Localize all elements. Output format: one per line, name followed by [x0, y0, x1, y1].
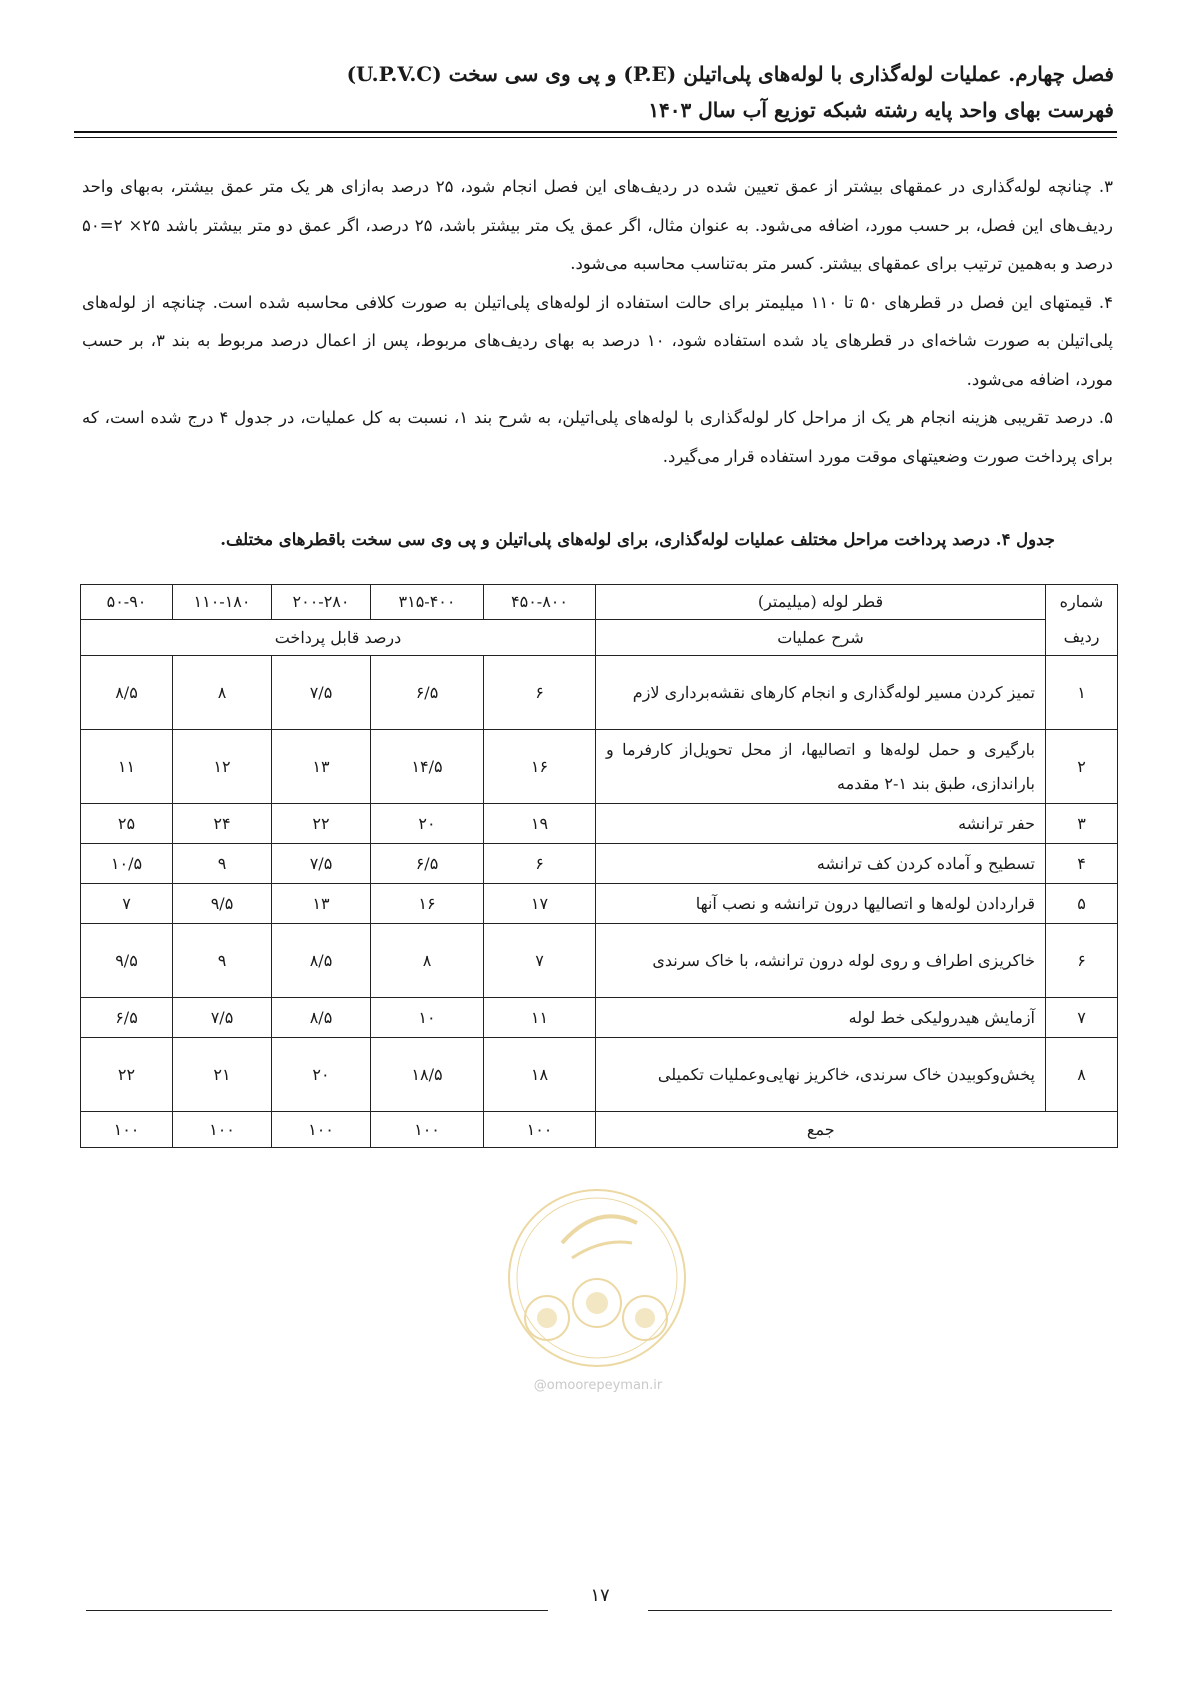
row-number-cell: ۳	[1046, 804, 1118, 844]
diameter-col-5: ۵۰-۹۰	[81, 585, 173, 620]
watermark-logo	[502, 1183, 692, 1383]
percent-cell: ۲۴	[173, 804, 272, 844]
footer-rule-left	[86, 1610, 548, 1611]
percent-cell: ۱۴/۵	[371, 730, 484, 804]
row-number-cell: ۶	[1046, 924, 1118, 998]
percent-cell: ۱۱	[484, 998, 596, 1038]
page-header	[77, 56, 1114, 128]
paragraph-3: ۳. چنانچه لوله‌گذاری در عمقهای بیشتر از عمق تعیین شده در ردیف‌های این فصل انجام شود، ۲۵ درصد به‌ازای هر یک متر عمق بیشتر، به‌بهای واحد ردیف‌های این فصل، بر حسب مورد، اضافه می‌شود. به عنوان مثال، اگر عمق یک متر بیشتر باشد، ۲۵ درصد، اگر عمق دو متر بیشتر باشد ۲۵× ۲=۵۰ درصد و به‌همین ترتیب برای عمقهای بیشتر. کسر متر به‌تناسب محاسبه می‌شود.	[82, 177, 1114, 273]
percent-cell: ۶/۵	[81, 998, 173, 1038]
diameter-col-1: ۴۵۰-۸۰۰	[484, 585, 596, 620]
percent-cell: ۷	[81, 884, 173, 924]
percent-cell: ۸/۵	[272, 924, 371, 998]
percent-cell: ۱۳	[272, 884, 371, 924]
paragraph-4: ۴. قیمتهای این فصل در قطرهای ۵۰ تا ۱۱۰ میلیمتر برای حالت استفاده از لوله‌های پلی‌اتیلن به صورت کلافی محاسبه شده است. چنانچه از لوله‌های پلی‌اتیلن به صورت شاخه‌ای در قطرهای یاد شده استفاده شود، ۱۰ درصد به بهای ردیف‌های مربوط، پس از اعمال درصد مربوط به بند ۳، بر حسب مورد، اضافه می‌شود.	[82, 292, 1114, 389]
total-cell: ۱۰۰	[272, 1112, 371, 1148]
percent-cell: ۷/۵	[272, 844, 371, 884]
operation-header: شرح عملیات	[596, 620, 1046, 656]
total-cell: ۱۰۰	[173, 1112, 272, 1148]
percent-cell: ۹/۵	[173, 884, 272, 924]
payment-percentage-table	[80, 584, 1118, 1148]
percent-cell: ۱۱	[81, 730, 173, 804]
body-text	[82, 168, 1113, 476]
page-number: ۱۷	[590, 1585, 610, 1606]
watermark-url: @omoorepeyman.ir	[533, 1378, 663, 1393]
percent-cell: ۷/۵	[173, 998, 272, 1038]
operation-description-cell: تمیز کردن مسیر لوله‌گذاری و انجام کارهای نقشه‌برداری لازم	[596, 656, 1046, 730]
total-label: جمع	[596, 1112, 1046, 1148]
percent-cell: ۲۱	[173, 1038, 272, 1112]
percent-cell: ۸/۵	[272, 998, 371, 1038]
table-row	[81, 884, 1118, 924]
total-cell: ۱۰۰	[484, 1112, 596, 1148]
operation-description-cell: بارگیری و حمل لوله‌ها و اتصالیها، از محل تحویل‌از کارفرما و باراندازی، طبق بند ۱-۲ مقدمه	[596, 730, 1046, 804]
row-number-cell: ۸	[1046, 1038, 1118, 1112]
table-row	[81, 656, 1118, 730]
percent-cell: ۶	[484, 844, 596, 884]
operation-description-cell: پخش‌وکوبیدن خاک سرندی، خاکریز نهایی‌وعملیات تکمیلی	[596, 1038, 1046, 1112]
percent-cell: ۱۶	[484, 730, 596, 804]
percent-cell: ۶/۵	[371, 844, 484, 884]
total-row-spacer	[1046, 1112, 1118, 1148]
percent-cell: ۲۲	[81, 1038, 173, 1112]
percent-cell: ۱۹	[484, 804, 596, 844]
percent-cell: ۶	[484, 656, 596, 730]
percent-cell: ۲۵	[81, 804, 173, 844]
payable-percent-header: درصد قابل پرداخت	[81, 620, 596, 656]
header-rule-thick	[74, 131, 1117, 133]
paragraph-5: ۵. درصد تقریبی هزینه انجام هر یک از مراحل کار لوله‌گذاری با لوله‌های پلی‌اتیلن، به شرح بند ۱، نسبت به کل عملیات، در جدول ۴ درج شده است، که برای پرداخت صورت وضعیتهای موقت مورد استفاده قرار می‌گیرد.	[82, 408, 1114, 466]
diameter-header: قطر لوله (میلیمتر)	[596, 585, 1046, 620]
row-number-header-2: ردیف	[1046, 620, 1118, 656]
percent-cell: ۱۶	[371, 884, 484, 924]
document-title: فهرست بهای واحد پایه رشته شبکه توزیع آب سال ۱۴۰۳	[648, 98, 1114, 122]
row-number-cell: ۷	[1046, 998, 1118, 1038]
percent-cell: ۱۸	[484, 1038, 596, 1112]
percent-cell: ۶/۵	[371, 656, 484, 730]
header-rule-thin	[74, 137, 1117, 138]
table-caption: جدول ۴. درصد پرداخت مراحل مختلف عملیات لوله‌گذاری، برای لوله‌های پلی‌اتیلن و پی وی سی سخت باقطرهای مختلف.	[220, 530, 1055, 549]
table-row	[81, 804, 1118, 844]
diameter-col-3: ۲۰۰-۲۸۰	[272, 585, 371, 620]
row-number-cell: ۴	[1046, 844, 1118, 884]
percent-cell: ۸	[371, 924, 484, 998]
footer-rule-right	[648, 1610, 1112, 1611]
percent-cell: ۲۲	[272, 804, 371, 844]
percent-cell: ۸/۵	[81, 656, 173, 730]
percent-cell: ۲۰	[371, 804, 484, 844]
table-header-row-2	[81, 620, 1118, 656]
row-number-cell: ۱	[1046, 656, 1118, 730]
operation-description-cell: خاکریزی اطراف و روی لوله درون ترانشه، با خاک سرندی	[596, 924, 1046, 998]
percent-cell: ۷	[484, 924, 596, 998]
operation-description-cell: تسطیح و آماده کردن کف ترانشه	[596, 844, 1046, 884]
table-row	[81, 1038, 1118, 1112]
operation-description-cell: آزمایش هیدرولیکی خط لوله	[596, 998, 1046, 1038]
percent-cell: ۲۰	[272, 1038, 371, 1112]
percent-cell: ۸	[173, 656, 272, 730]
diameter-col-2: ۳۱۵-۴۰۰	[371, 585, 484, 620]
table-header-row-1	[81, 585, 1118, 620]
total-cell: ۱۰۰	[371, 1112, 484, 1148]
percent-cell: ۹	[173, 844, 272, 884]
percent-cell: ۱۰	[371, 998, 484, 1038]
percent-cell: ۹	[173, 924, 272, 998]
table-row	[81, 844, 1118, 884]
chapter-title: فصل چهارم. عملیات لوله‌گذاری با لوله‌های پلی‌اتیلن (P.E) و پی وی سی سخت (U.P.V.C)	[346, 62, 1114, 86]
percent-cell: ۱۰/۵	[81, 844, 173, 884]
row-number-cell: ۵	[1046, 884, 1118, 924]
operation-description-cell: قراردادن لوله‌ها و اتصالیها درون ترانشه و نصب آنها	[596, 884, 1046, 924]
percent-cell: ۱۲	[173, 730, 272, 804]
table-row	[81, 924, 1118, 998]
diameter-col-4: ۱۱۰-۱۸۰	[173, 585, 272, 620]
table-row	[81, 998, 1118, 1038]
row-number-header: شماره	[1046, 585, 1118, 620]
operation-description-cell: حفر ترانشه	[596, 804, 1046, 844]
percent-cell: ۱۷	[484, 884, 596, 924]
percent-cell: ۱۳	[272, 730, 371, 804]
total-cell: ۱۰۰	[81, 1112, 173, 1148]
table-total-row	[81, 1112, 1118, 1148]
percent-cell: ۷/۵	[272, 656, 371, 730]
percent-cell: ۹/۵	[81, 924, 173, 998]
percent-cell: ۱۸/۵	[371, 1038, 484, 1112]
row-number-cell: ۲	[1046, 730, 1118, 804]
table-row	[81, 730, 1118, 804]
